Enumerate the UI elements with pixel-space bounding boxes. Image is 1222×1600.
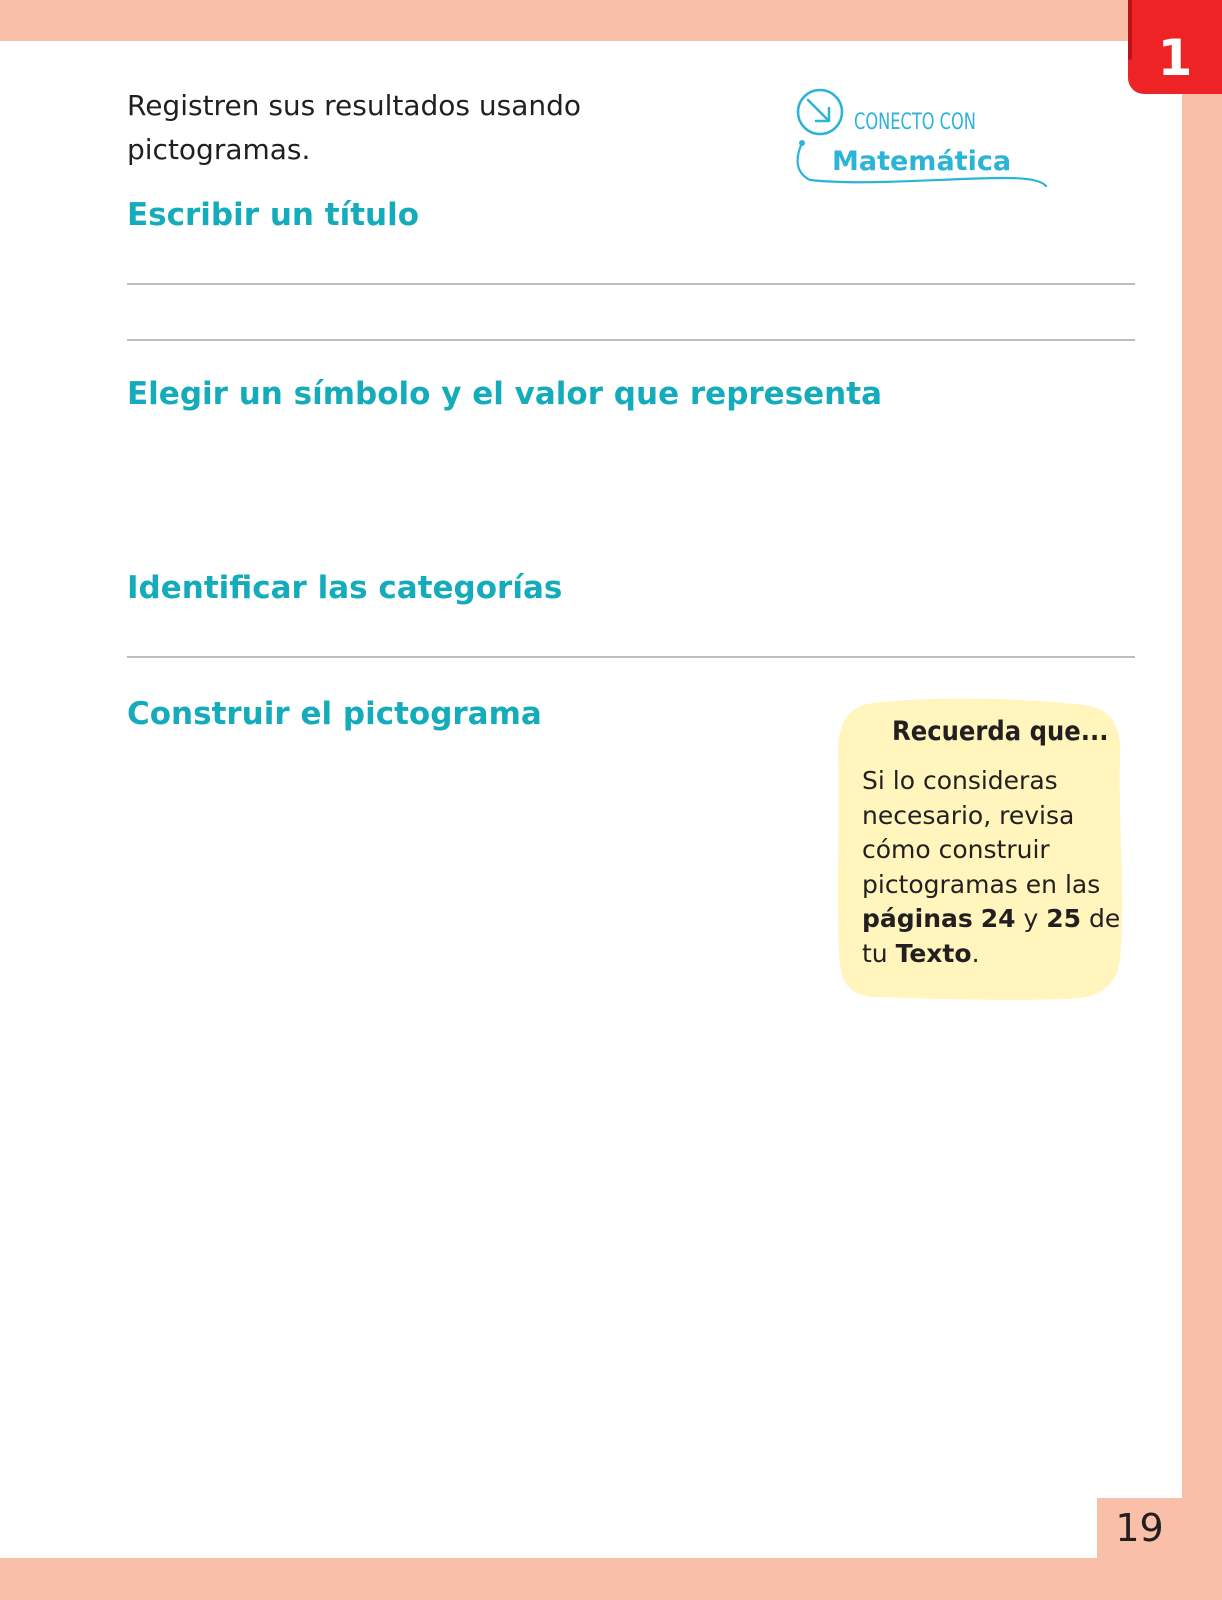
writing-line [127, 283, 1135, 285]
right-frame-band [1182, 0, 1222, 1600]
connect-badge [796, 86, 1076, 196]
reminder-body-intro: Si lo consideras necesario, revisa cómo construir pictogramas en las [862, 766, 1101, 899]
reminder-book: Texto [895, 938, 972, 968]
reminder-note [834, 697, 1124, 1003]
reminder-connector: y [1023, 904, 1039, 934]
page-number: 19 [1115, 1506, 1164, 1550]
section-heading-categories: Identificar las categorías [127, 570, 563, 606]
reminder-page-a: 24 [980, 904, 1016, 934]
section-heading-symbol: Elegir un símbolo y el valor que representa [127, 376, 882, 412]
reminder-body [862, 764, 1124, 972]
intro-text: Registren sus resultados usando pictogramas. [127, 89, 582, 166]
section-heading-title: Escribir un título [127, 197, 420, 233]
connect-subject: Matemática [832, 146, 1012, 177]
reminder-pages-word: páginas [862, 904, 973, 934]
reminder-your-word: tu [862, 938, 888, 968]
reminder-title: Recuerda que... [892, 716, 1109, 747]
bottom-frame-band [0, 1558, 1222, 1600]
connect-label: CONECTO CON [854, 110, 976, 135]
writing-line [127, 339, 1135, 341]
reminder-end: . [971, 938, 980, 968]
section-heading-build: Construir el pictograma [127, 696, 542, 732]
reminder-page-b: 25 [1046, 904, 1082, 934]
unit-number: 1 [1157, 29, 1193, 87]
unit-tab-edge [1128, 0, 1132, 60]
arrow-circle-icon [796, 86, 1076, 196]
writing-line [127, 656, 1135, 658]
top-frame-band [0, 0, 1222, 41]
reminder-of-word: de [1088, 904, 1121, 934]
